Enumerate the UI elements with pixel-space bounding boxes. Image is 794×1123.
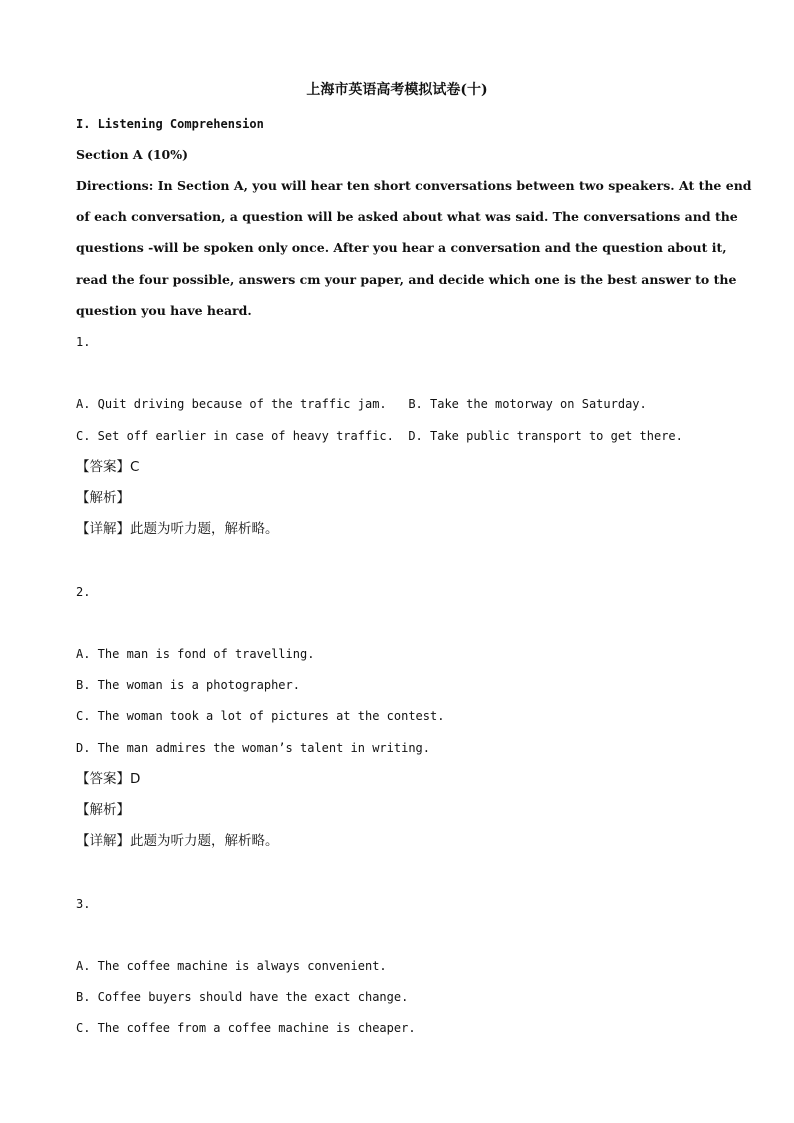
question-number: 3. <box>76 897 91 911</box>
directions-line: of each conversation, a question will be asked about what was said. The conversations and the <box>76 209 738 224</box>
question-number: 2. <box>76 585 91 599</box>
option-b: B. Coffee buyers should have the exact change. <box>76 990 409 1004</box>
option-a: A. The coffee machine is always convenient. <box>76 959 387 973</box>
directions-line: questions -will be spoken only once. After you hear a conversation and the question about it, <box>76 240 727 255</box>
answer-label: 【答案】C <box>76 459 140 475</box>
answer-label: 【答案】D <box>76 771 141 787</box>
directions-line: read the four possible, answers cm your paper, and decide which one is the best answer to the <box>76 272 737 287</box>
option-c: C. The woman took a lot of pictures at the contest. <box>76 709 445 723</box>
question-number: 1. <box>76 335 91 349</box>
analysis-label: 【解析】 <box>76 802 130 818</box>
detail-text: 【详解】此题为听力题，解析略。 <box>76 521 279 537</box>
part-heading: I. Listening Comprehension <box>76 117 264 131</box>
section-heading: Section A (10%) <box>76 147 189 162</box>
directions-line: Directions: In Section A, you will hear ten short conversations between two speakers. At the end <box>76 178 752 193</box>
page-title: 上海市英语高考模拟试卷(十) <box>306 82 488 98</box>
option-c: C. The coffee from a coffee machine is cheaper. <box>76 1021 416 1035</box>
detail-text: 【详解】此题为听力题，解析略。 <box>76 833 279 849</box>
analysis-label: 【解析】 <box>76 490 130 506</box>
option-row: C. Set off earlier in case of heavy traffic. D. Take public transport to get there. <box>76 429 683 443</box>
option-a: A. The man is fond of travelling. <box>76 647 315 661</box>
option-b: B. The woman is a photographer. <box>76 678 300 692</box>
option-d: D. The man admires the woman’s talent in writing. <box>76 741 431 755</box>
directions-line: question you have heard. <box>76 303 252 318</box>
option-row: A. Quit driving because of the traffic jam. B. Take the motorway on Saturday. <box>76 397 647 411</box>
